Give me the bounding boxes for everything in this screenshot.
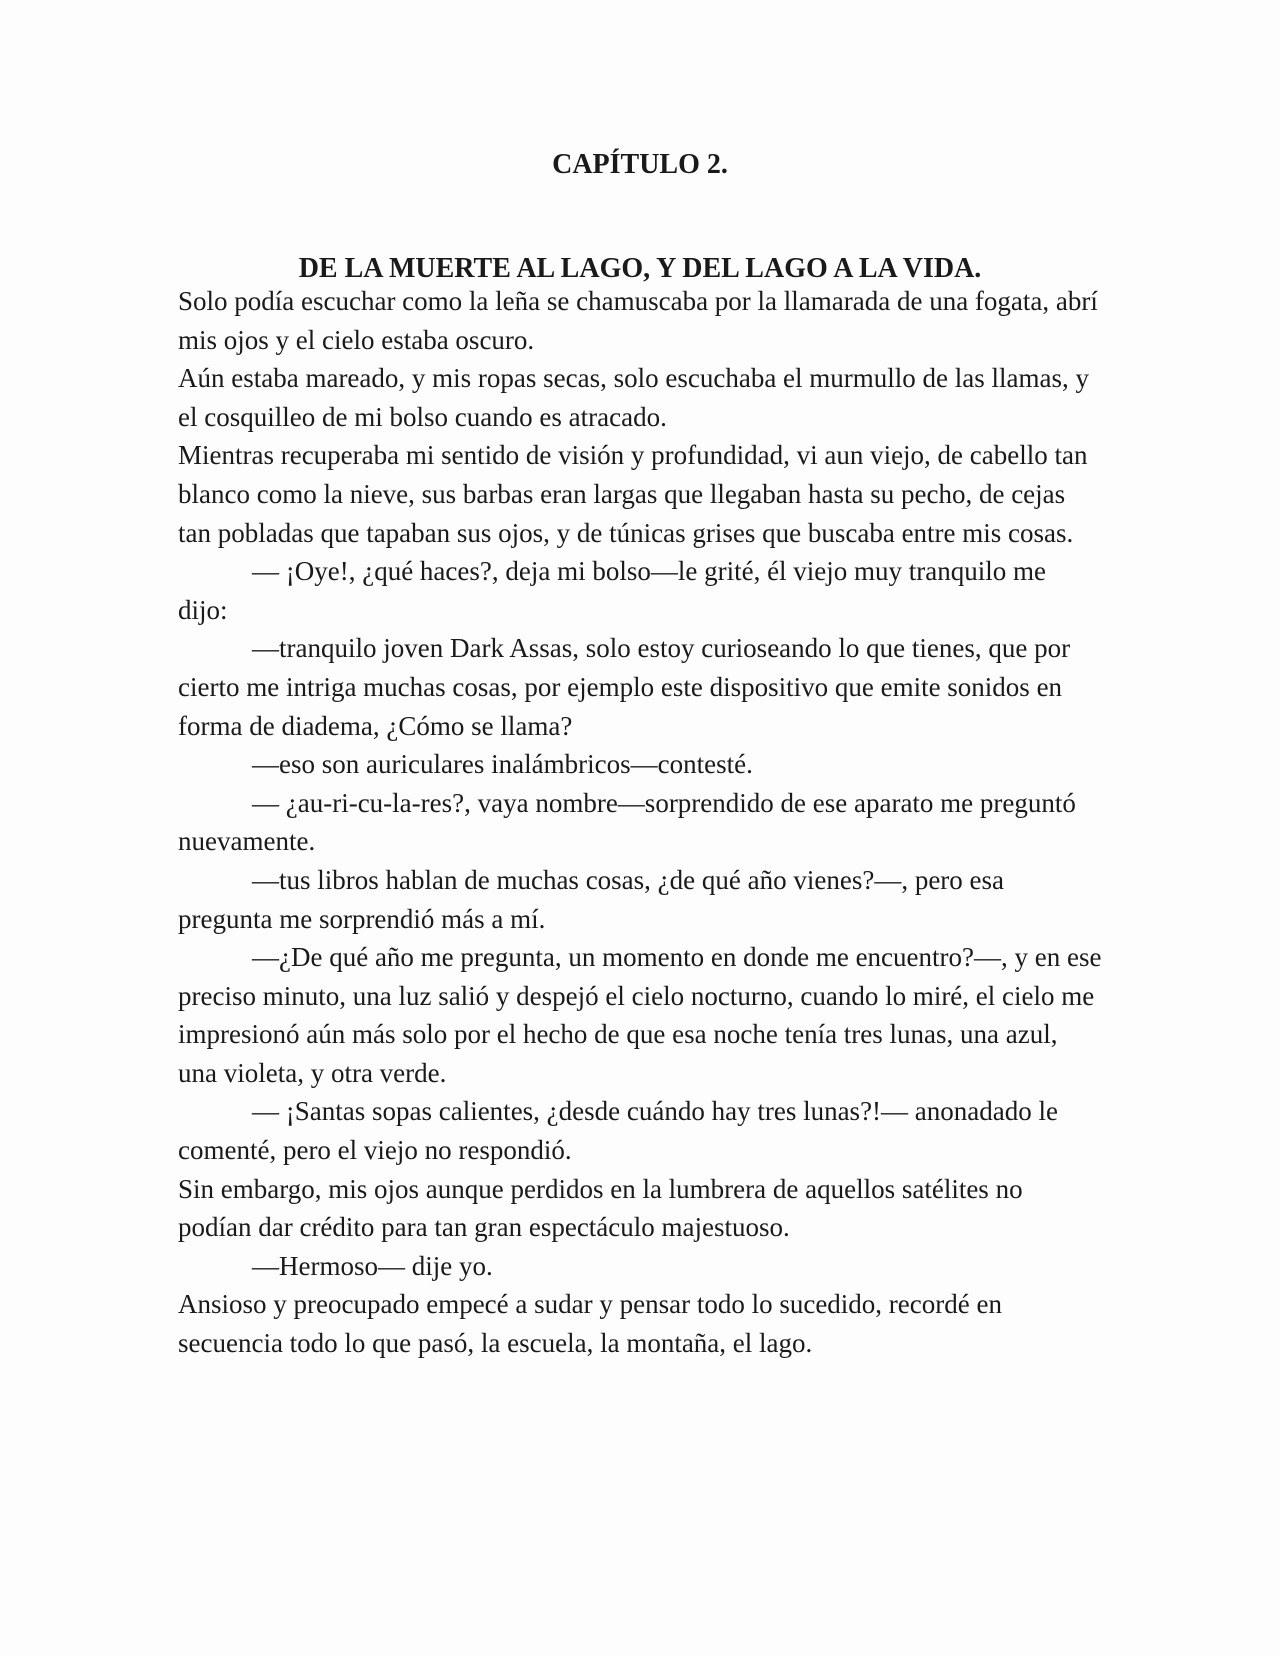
- chapter-title: CAPÍTULO 2.: [552, 149, 728, 180]
- chapter-body: [178, 282, 1102, 1363]
- dialogue-paragraph: —eso son auriculares inalámbricos—contesté.: [252, 749, 753, 780]
- dialogue-paragraph: —Hermoso— dije yo.: [252, 1250, 493, 1281]
- paragraph: Sin embargo, mis ojos aunque perdidos en la lumbrera de aquellos satélites no podían dar crédito para tan gran espectáculo majestuoso.: [178, 1173, 1023, 1243]
- chapter-subtitle: DE LA MUERTE AL LAGO, Y DEL LAGO A LA VIDA.: [298, 253, 982, 284]
- dialogue-paragraph: — ¡Oye!, ¿qué haces?, deja mi bolso—le grité, él viejo muy tranquilo me dijo:: [178, 556, 1047, 625]
- paragraph: Aún estaba mareado, y mis ropas secas, solo escuchaba el murmullo de las llamas, y el cosquilleo de mi bolso cuando es atracado.: [178, 363, 1089, 432]
- dialogue-paragraph: —tranquilo joven Dark Assas, solo estoy curioseando lo que tienes, que por cierto me intriga muchas cosas, por ejemplo este dispositivo que emite sonidos en forma de diadema, ¿Cómo se llama?: [178, 633, 1071, 741]
- paragraph: Solo podía escuchar como la leña se chamuscaba por la llamarada de una fogata, abrí mis ojos y el cielo estaba oscuro.: [178, 286, 1098, 355]
- dialogue-paragraph: — ¿au-ri-cu-la-res?, vaya nombre—sorprendido de ese aparato me preguntó nuevamente.: [178, 787, 1076, 857]
- paragraph: Ansioso y preocupado empecé a sudar y pensar todo lo sucedido, recordé en secuencia todo lo que pasó, la escuela, la montaña, el lago.: [178, 1289, 1002, 1359]
- dialogue-paragraph: —tus libros hablan de muchas cosas, ¿de qué año vienes?—, pero esa pregunta me sorprendió más a mí.: [178, 864, 1005, 934]
- paragraph: Mientras recuperaba mi sentido de visión y profundidad, vi aun viejo, de cabello tan blanco como la nieve, sus barbas eran largas que llegaban hasta su pecho, de cejas tan pobladas que tapaban sus ojos, y de túnicas grises que buscaba entre mis cosas.: [178, 440, 1088, 548]
- dialogue-paragraph: —¿De qué año me pregunta, un momento en donde me encuentro?—, y en ese preciso minuto, una luz salió y despejó el cielo nocturno, cuando lo miré, el cielo me impresionó aún más solo por el hecho de que esa noche tenía tres lunas, una azul, una violeta, y otra verde.: [178, 942, 1102, 1088]
- dialogue-paragraph: — ¡Santas sopas calientes, ¿desde cuándo hay tres lunas?!— anonadado le comenté, pero el viejo no respondió.: [178, 1096, 1058, 1166]
